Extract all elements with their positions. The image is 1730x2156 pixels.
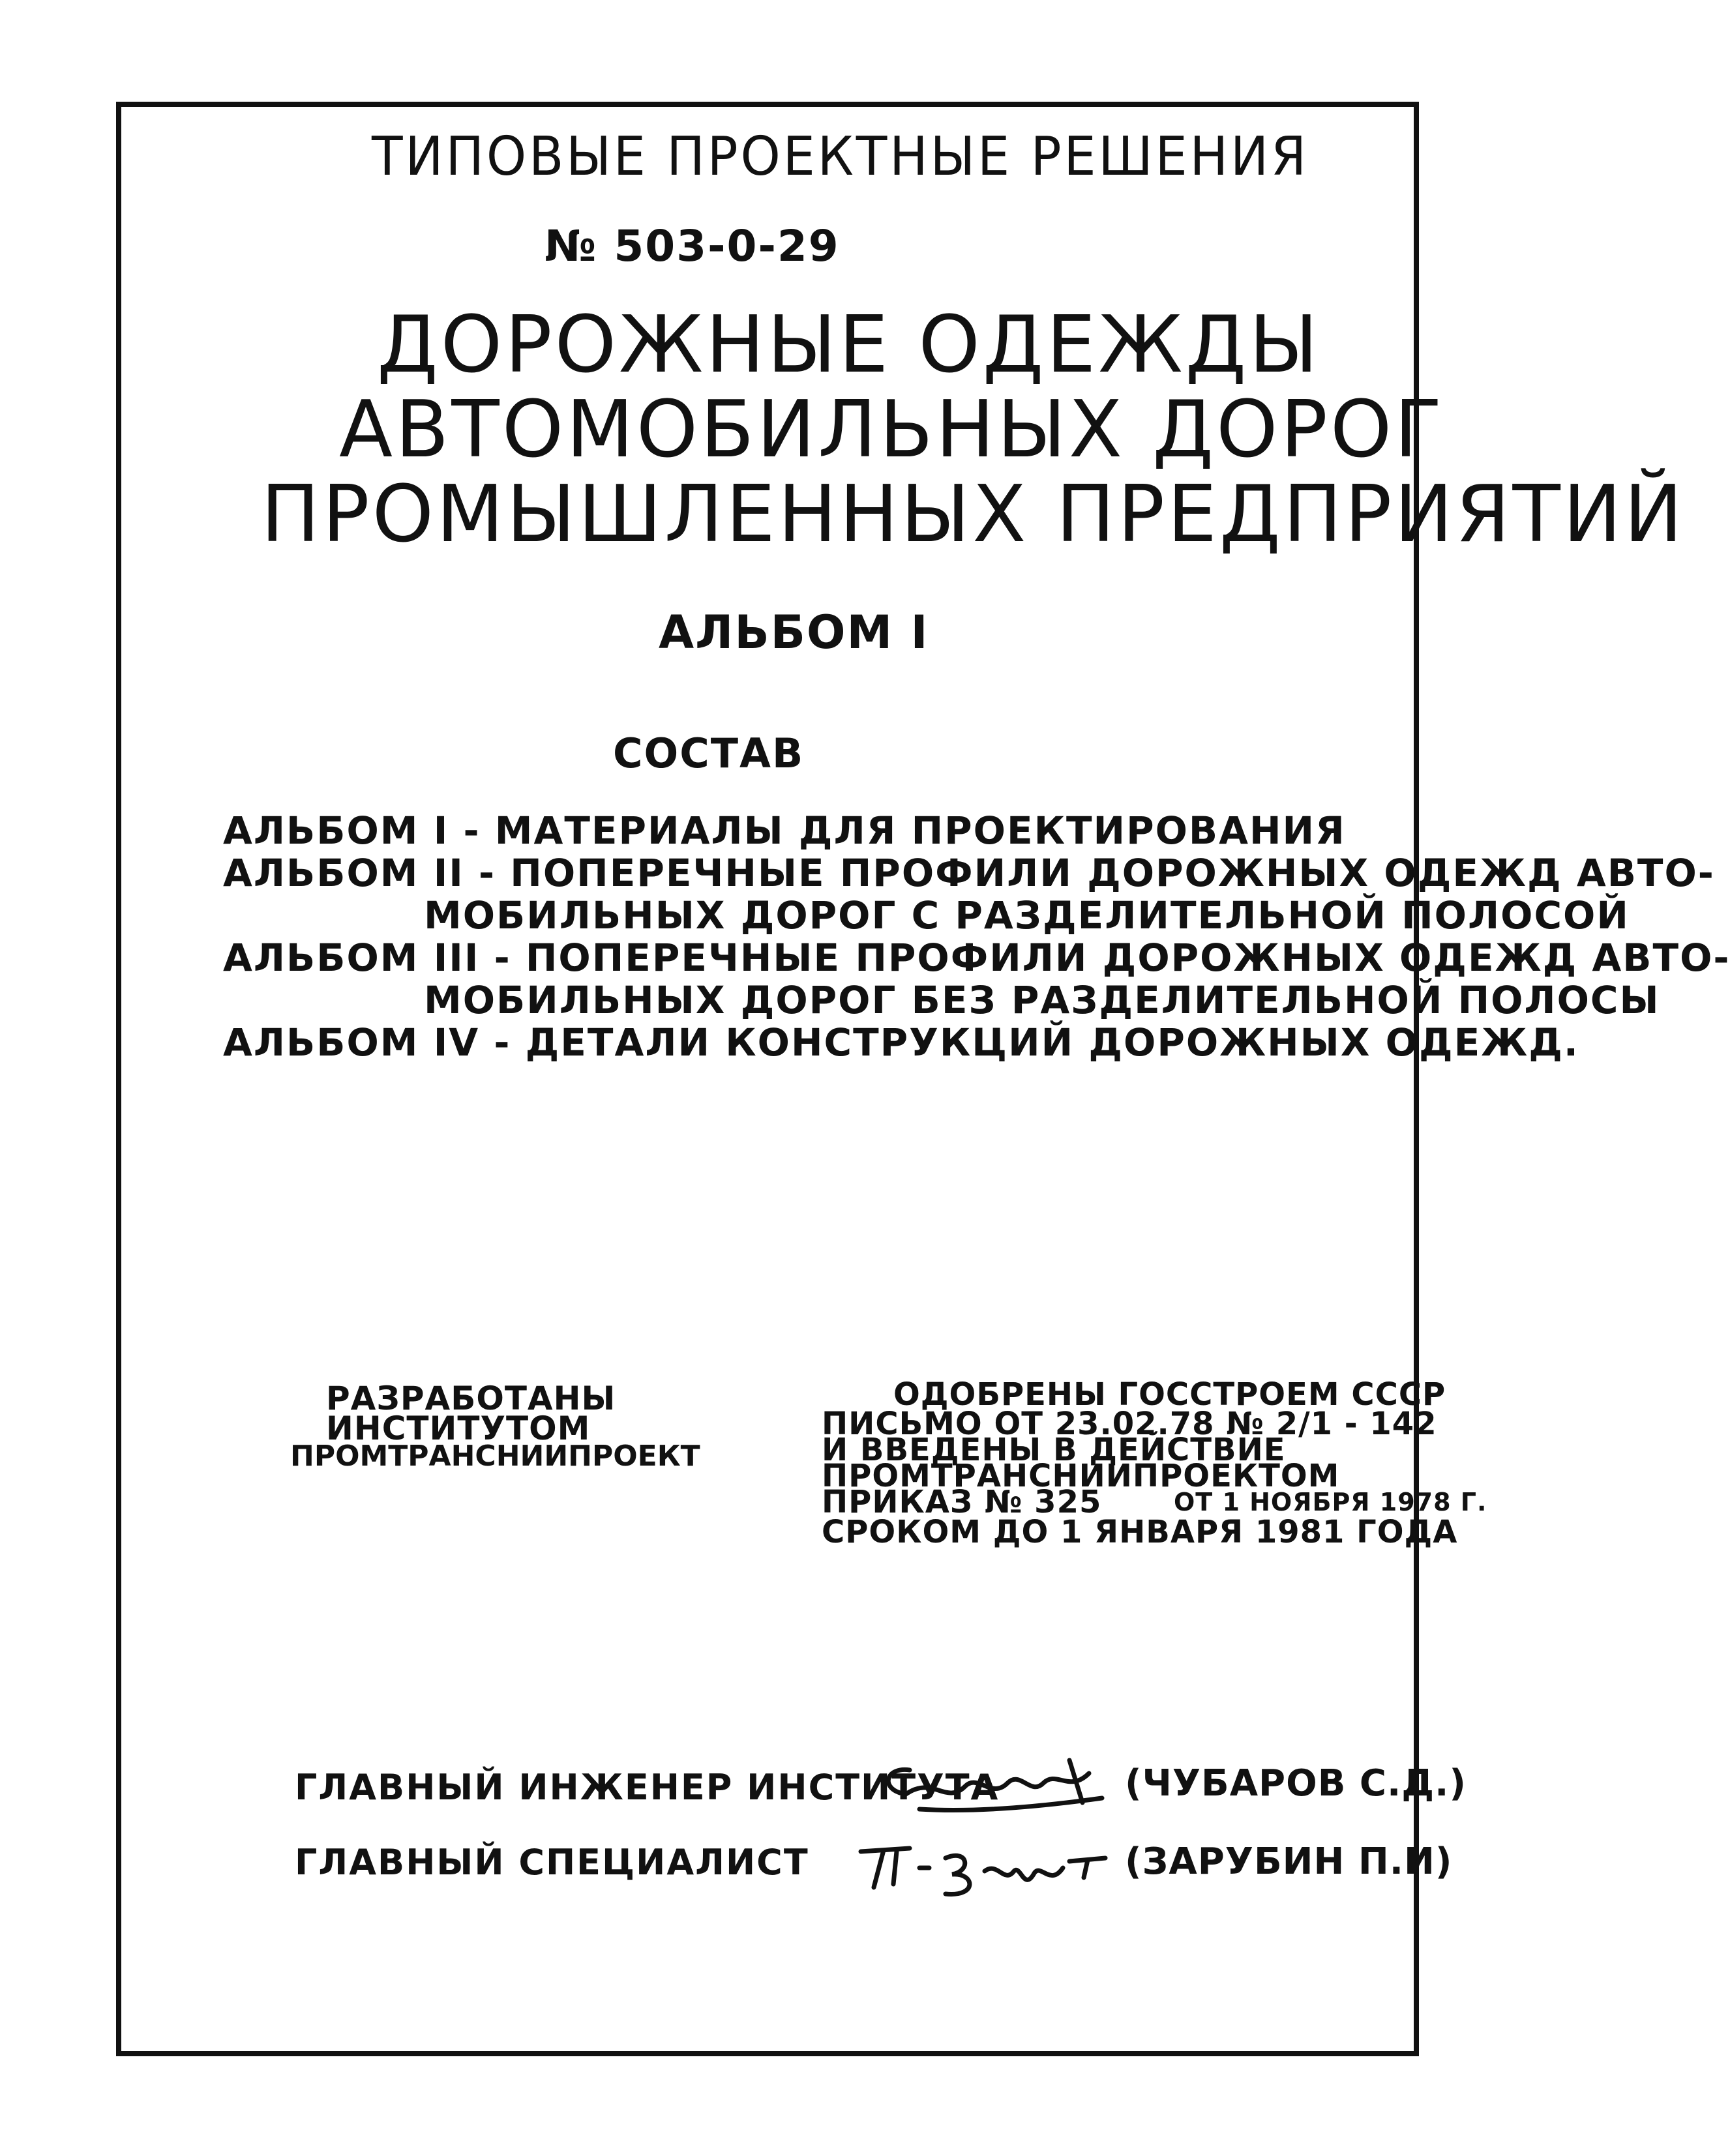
signature-chubarov [874,1747,1115,1825]
approval-order-date: ОТ 1 НОЯБРЯ 1978 Г. [1174,1488,1487,1516]
contents-heading: СОСТАВ [613,730,805,777]
title-line-1: ДОРОЖНЫЕ ОДЕЖДЫ [377,300,1321,391]
approval-validity: СРОКОМ ДО 1 ЯНВАРЯ 1981 ГОДА [822,1514,1458,1550]
title-line-2: АВТОМОБИЛЬНЫХ ДОРОГ [339,385,1445,475]
approval-line-4: ПРОМТРАНСНИИПРОЕКТОМ [822,1458,1340,1494]
approval-letter: ПИСЬМО ОТ 23.02.78 № 2/1 - 142 [822,1406,1437,1442]
developed-by-line-1: РАЗРАБОТАНЫ [326,1380,616,1417]
contents-item-album-3: АЛЬБОМ III - ПОПЕРЕЧНЫЕ ПРОФИЛИ ДОРОЖНЫХ ОДЕЖД АВТО- [223,936,1730,980]
developed-by-institute: ПРОМТРАНСНИИПРОЕКТ [290,1440,700,1473]
contents-item-album-2: АЛЬБОМ II - ПОПЕРЕЧНЫЕ ПРОФИЛИ ДОРОЖНЫХ ОДЕЖД АВТО- [223,851,1715,895]
contents-item-album-3-cont: МОБИЛЬНЫХ ДОРОГ БЕЗ РАЗДЕЛИТЕЛЬНОЙ ПОЛОСЫ [424,978,1660,1022]
album-label: АЛЬБОМ I [659,606,929,659]
contents-item-album-1: АЛЬБОМ I - МАТЕРИАЛЫ ДЛЯ ПРОЕКТИРОВАНИЯ [223,808,1346,853]
signatory-name-2: (ЗАРУБИН П.И) [1125,1840,1453,1883]
title-line-3: ПРОМЫШЛЕННЫХ ПРЕДПРИЯТИЙ [261,469,1686,560]
signatory-name-1: (ЧУБАРОВ С.Д.) [1125,1762,1467,1805]
contents-item-album-2-cont: МОБИЛЬНЫХ ДОРОГ С РАЗДЕЛИТЕЛЬНОЙ ПОЛОСОЙ [424,893,1630,938]
signatory-role-1: ГЛАВНЫЙ ИНЖЕНЕР ИНСТИТУТА [295,1767,1000,1808]
developed-by-line-2: ИНСТИТУТОМ [326,1410,591,1447]
approval-line-3: И ВВЕДЕНЫ В ДЕЙСТВИЕ [822,1432,1286,1468]
signature-zarubin [848,1832,1115,1904]
series-heading: ТИПОВЫЕ ПРОЕКТНЫЕ РЕШЕНИЯ [372,126,1309,188]
document-number: № 503-0-29 [544,221,840,271]
approval-line-1: ОДОБРЕНЫ ГОССТРОЕМ СССР [893,1376,1446,1413]
contents-item-album-4: АЛЬБОМ IV - ДЕТАЛИ КОНСТРУКЦИЙ ДОРОЖНЫХ ОДЕЖД. [223,1020,1579,1065]
approval-order: ПРИКАЗ № 325 [822,1484,1102,1520]
signatory-role-2: ГЛАВНЫЙ СПЕЦИАЛИСТ [295,1842,809,1883]
